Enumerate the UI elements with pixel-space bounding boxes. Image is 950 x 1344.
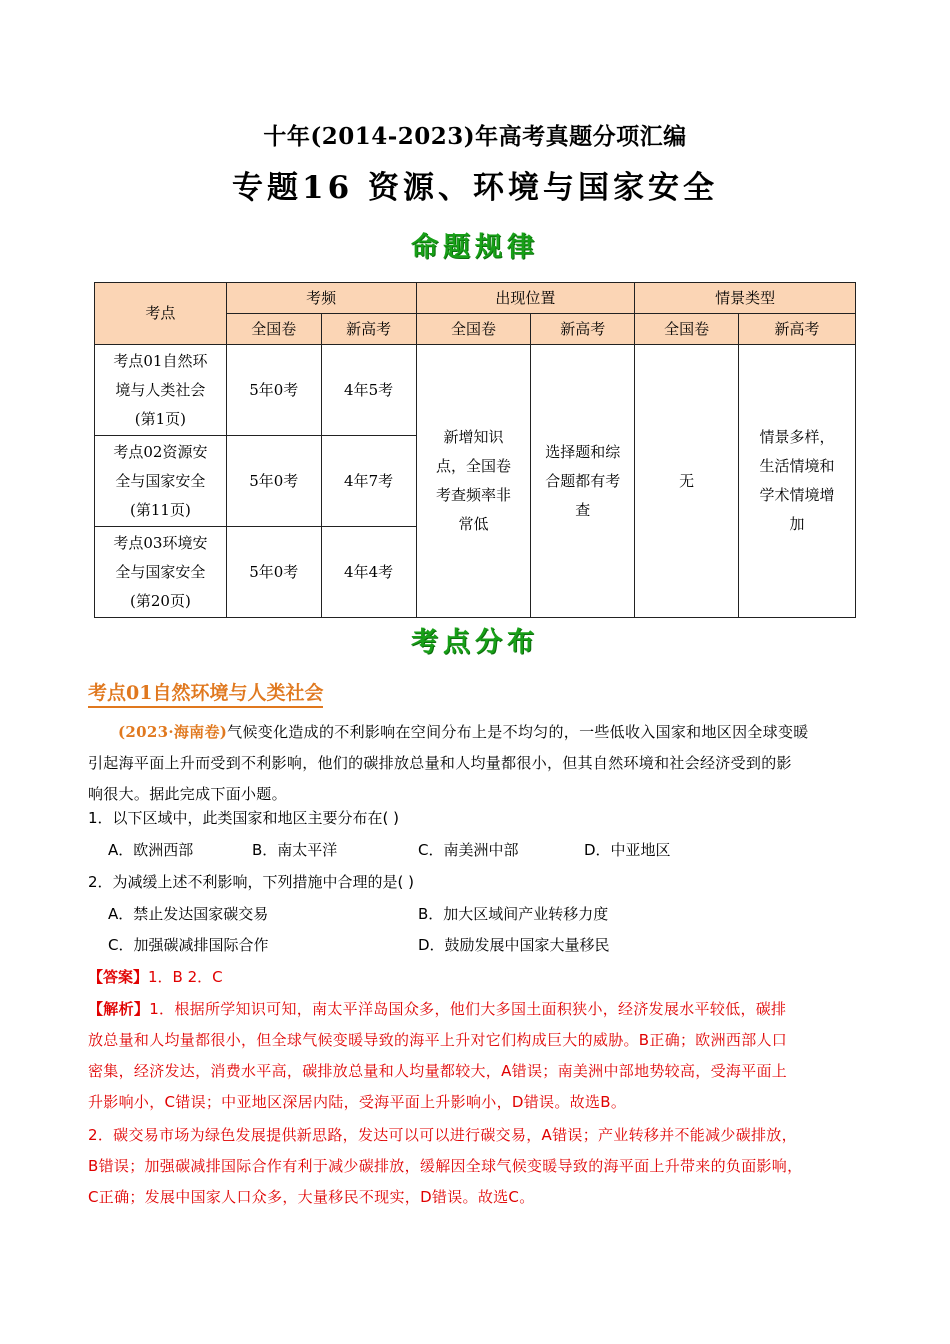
rules-heading: 命题规律 (411, 232, 539, 263)
exam-rules-table (94, 282, 856, 618)
sub-header-national: 全国卷 (416, 314, 531, 345)
position-national-cell: 新增知识 点，全国卷 考查频率非 常低 (416, 345, 531, 618)
scene-national-cell: 无 (635, 345, 739, 618)
section-title: 考点01自然环境与人类社会 (88, 678, 323, 708)
option-d[interactable]: D．鼓励发展中国家大量移民 (418, 936, 610, 954)
position-new-cell: 选择题和综 合题都有考 查 (531, 345, 635, 618)
freq-national-cell: 5年0考 (226, 527, 321, 618)
freq-national-cell: 5年0考 (226, 345, 321, 436)
header-weizhi: 出现位置 (416, 283, 635, 314)
analysis-block-1: 【解析】1．根据所学知识可知，南太平洋岛国众多，他们大多国土面积狭小，经济发展水平较低，碳排 放总量和人均量都很小，但全球气候变暖导致的海平上升对它们构成巨大的威胁。B正确；欧洲西部人口 密集，经济发达，消费水平高，碳排放总量和人均量都较大，A错误；南美洲中部地势较高，受海平面上 升影响小，C错误；中亚地区深居内陆，受海平面上升影响小，D错误。故选B。 (88, 1000, 788, 1111)
scene-new-cell: 情景多样， 生活情境和 学术情境增 加 (739, 345, 856, 618)
option-a[interactable]: A．禁止发达国家碳交易 (108, 905, 269, 923)
question-2: 2．为减缓上述不利影响，下列措施中合理的是( ) (88, 873, 415, 891)
answer-block (88, 962, 223, 993)
distribution-heading: 考点分布 (411, 627, 539, 658)
sub-header-new: 新高考 (321, 314, 416, 345)
option-b[interactable]: B．加大区域间产业转移力度 (418, 905, 609, 923)
analysis-block-2: 2．碳交易市场为绿色发展提供新思路，发达可以可以进行碳交易，A错误；产业转移并不能减少碳排放， B错误；加强碳减排国际合作有利于减少碳排放，缓解因全球气候变暖导致的海平面上升带来的负面影响， C正确；发展中国家人口众多，大量移民不现实，D错误。故选C。 (88, 1126, 803, 1206)
table-row (95, 345, 856, 436)
sub-header-national: 全国卷 (226, 314, 321, 345)
freq-new-cell: 4年5考 (321, 345, 416, 436)
point-cell: 考点02资源安 全与国家安全 (第11页) (95, 436, 227, 527)
question-source: (2023·海南卷) (118, 723, 228, 741)
answer-label: 【答案】 (88, 968, 149, 986)
header-qingjing: 情景类型 (635, 283, 856, 314)
freq-national-cell: 5年0考 (226, 436, 321, 527)
answer-text: 1．B 2．C (148, 968, 223, 986)
sub-header-new: 新高考 (739, 314, 856, 345)
option-c[interactable]: C．南美洲中部 (418, 841, 519, 859)
option-b[interactable]: B．南太平洋 (252, 841, 338, 859)
header-kaopin: 考频 (226, 283, 416, 314)
question-1: 1．以下区域中，此类国家和地区主要分布在( ) (88, 809, 400, 827)
sub-header-national: 全国卷 (635, 314, 739, 345)
freq-new-cell: 4年4考 (321, 527, 416, 618)
sub-header-new: 新高考 (531, 314, 635, 345)
analysis-label: 【解析】 (88, 1000, 150, 1018)
freq-new-cell: 4年7考 (321, 436, 416, 527)
point-cell: 考点03环境安 全与国家安全 (第20页) (95, 527, 227, 618)
option-a[interactable]: A．欧洲西部 (108, 841, 194, 859)
topic-title: 专题16 资源、环境与国家安全 (232, 170, 718, 206)
question-intro: (2023·海南卷)气候变化造成的不利影响在空间分布上是不均匀的，一些低收入国家和地区因全球变暖 引起海平面上升而受到不利影响，他们的碳排放总量和人均量都很小，但其自然环境和社会经济受到的影 响很大。据此完成下面小题。 (88, 723, 809, 803)
option-c[interactable]: C．加强碳减排国际合作 (108, 936, 269, 954)
option-d[interactable]: D．中亚地区 (584, 841, 671, 859)
point-cell: 考点01自然环 境与人类社会 (第1页) (95, 345, 227, 436)
collection-title: 十年(2014-2023)年高考真题分项汇编 (263, 123, 687, 150)
header-kaodian: 考点 (95, 283, 227, 345)
